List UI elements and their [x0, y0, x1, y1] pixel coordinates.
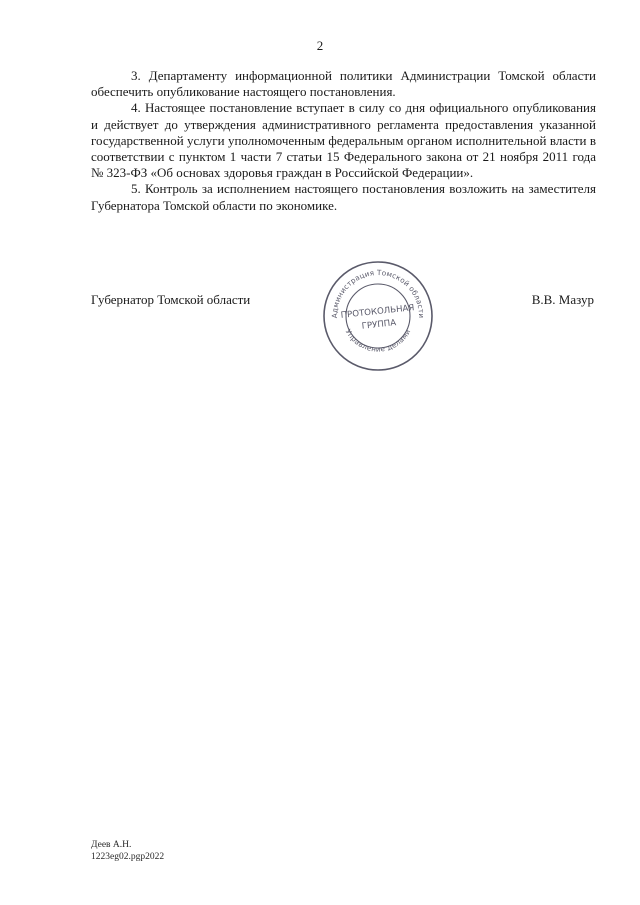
- signer-position: Губернатор Томской области: [91, 292, 251, 307]
- signer-name: В.В. Мазур: [531, 292, 594, 307]
- footer-author: Деев А.Н.: [91, 840, 132, 850]
- protocol-group-stamp: [318, 256, 438, 376]
- footer-info: [91, 840, 164, 863]
- paragraph-3: 3. Департаменту информационной политики Администрации Томской области обеспечить опубликование настоящего постановления.: [91, 68, 596, 100]
- svg-text:Управление делами: [344, 327, 413, 353]
- stamp-bottom-text: Управление делами: [343, 327, 413, 354]
- stamp-center-line1: ПРОТОКОЛЬНАЯ: [340, 303, 415, 321]
- paragraph-5: 5. Контроль за исполнением настоящего постановления возложить на заместителя Губернатора Томской области по экономике.: [91, 181, 596, 213]
- footer-file-code: 1223eg02.pgp2022: [91, 851, 165, 862]
- document-body: [91, 68, 596, 214]
- paragraph-4: 4. Настоящее постановление вступает в силу со дня официального опубликования и действует до утверждения административного регламента предоставления указанной государственной услуги уполномоченным федеральным органом исполнительной власти в соответствии с пунктом 1 части 7 статьи 15 Федерального закона от 21 ноября 2011 года № 323-ФЗ «Об основах здоровья граждан в Российской Федерации».: [91, 100, 596, 181]
- stamp-seal-icon: [318, 256, 438, 376]
- stamp-outer-text: Администрация Томской области: [329, 267, 427, 319]
- stamp-center-line2: ГРУППА: [361, 318, 397, 332]
- page-number: 2: [316, 38, 324, 53]
